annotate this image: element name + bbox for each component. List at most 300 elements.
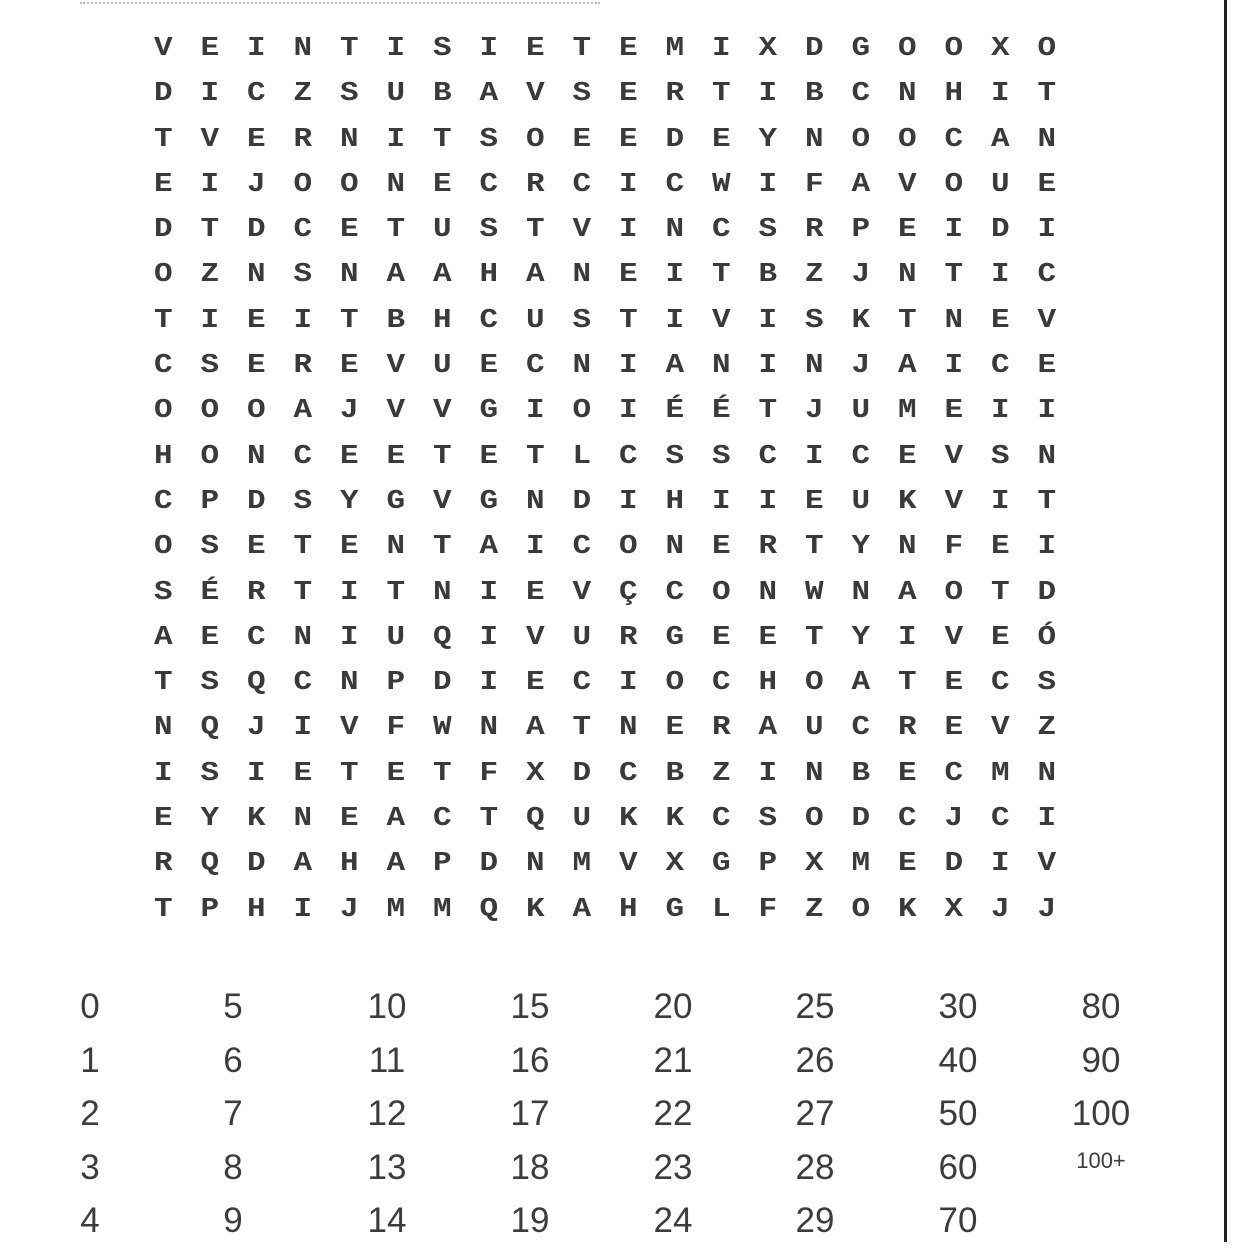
- grid-letter: I: [618, 667, 638, 698]
- grid-letter: T: [432, 758, 452, 789]
- grid-letter: D: [246, 486, 266, 517]
- grid-letter: V: [525, 78, 545, 109]
- grid-letter: I: [990, 486, 1010, 517]
- grid-letter: A: [432, 260, 452, 291]
- grid-letter: H: [432, 305, 452, 336]
- grid-letter: I: [479, 577, 499, 608]
- grid-letter: S: [711, 441, 731, 472]
- grid-letter: Q: [525, 803, 545, 834]
- grid-letter: O: [200, 395, 220, 427]
- grid-letter: I: [758, 758, 778, 789]
- number-column: [1061, 980, 1141, 1181]
- grid-letter: R: [758, 531, 778, 562]
- grid-letter: C: [944, 758, 964, 789]
- number-column: [50, 980, 130, 1248]
- grid-letter: E: [246, 124, 266, 155]
- grid-letter: G: [479, 395, 499, 427]
- number-label: 60: [938, 1147, 978, 1187]
- grid-letter: G: [851, 33, 871, 64]
- grid-letter: N: [525, 848, 545, 880]
- grid-letter: Ç: [618, 577, 638, 608]
- grid-letter: T: [339, 758, 359, 789]
- grid-letter: I: [525, 395, 545, 427]
- grid-letter: T: [758, 395, 778, 427]
- grid-letter: I: [618, 350, 638, 381]
- grid-letter: S: [479, 124, 499, 155]
- grid-letter: I: [200, 305, 220, 336]
- grid-letter: U: [572, 803, 592, 834]
- grid-letter: K: [851, 305, 871, 336]
- grid-letter: C: [665, 169, 685, 200]
- grid-letter: A: [758, 713, 778, 744]
- grid-letter: B: [665, 758, 685, 789]
- grid-letter: O: [897, 124, 917, 155]
- number-label: 15: [510, 987, 550, 1026]
- grid-letter: H: [944, 78, 964, 109]
- grid-letter: T: [432, 441, 452, 472]
- grid-letter: A: [386, 803, 406, 834]
- grid-letter: S: [479, 214, 499, 245]
- grid-letter: U: [386, 622, 406, 653]
- number-label: 2: [80, 1094, 100, 1133]
- grid-letter: Z: [804, 894, 824, 925]
- grid-letter: L: [711, 894, 731, 925]
- grid-letter: R: [711, 713, 731, 744]
- grid-letter: X: [525, 758, 545, 789]
- grid-letter: S: [804, 305, 824, 336]
- grid-letter: T: [339, 305, 359, 336]
- grid-letter: G: [711, 848, 731, 880]
- grid-letter: D: [944, 848, 964, 880]
- grid-letter: T: [386, 577, 406, 608]
- grid-letter: B: [804, 78, 824, 109]
- grid-letter: C: [758, 441, 778, 472]
- grid-letter: S: [758, 803, 778, 834]
- grid-letter: I: [246, 33, 266, 64]
- number-label: 14: [367, 1201, 407, 1240]
- grid-letter: T: [525, 214, 545, 245]
- grid-letter: O: [665, 667, 685, 698]
- grid-letter: E: [990, 622, 1010, 653]
- cropped-header-fragment: [80, 0, 600, 4]
- grid-letter: I: [618, 214, 638, 245]
- grid-letter: I: [386, 33, 406, 64]
- grid-letter: N: [339, 667, 359, 698]
- grid-letter: T: [990, 577, 1010, 608]
- grid-letter: T: [153, 894, 173, 925]
- grid-letter: U: [851, 486, 871, 517]
- grid-letter: G: [386, 486, 406, 517]
- grid-letter: T: [432, 124, 452, 155]
- grid-letter: E: [711, 531, 731, 562]
- grid-letter: J: [246, 713, 266, 744]
- grid-letter: V: [944, 622, 964, 653]
- grid-letter: Z: [804, 260, 824, 291]
- grid-letter: C: [293, 667, 313, 698]
- grid-letter: A: [990, 124, 1010, 155]
- grid-letter: I: [618, 395, 638, 427]
- grid-letter: O: [897, 33, 917, 64]
- grid-letter: E: [339, 350, 359, 381]
- grid-letter: N: [618, 713, 638, 744]
- grid-letter: S: [1037, 667, 1057, 698]
- grid-letter: U: [525, 305, 545, 336]
- grid-letter: I: [990, 260, 1010, 291]
- grid-letter: I: [1037, 803, 1057, 834]
- grid-letter: E: [897, 848, 917, 880]
- number-label: 6: [223, 1040, 243, 1080]
- grid-letter: C: [851, 78, 871, 109]
- grid-letter: N: [897, 260, 917, 291]
- grid-letter: N: [665, 214, 685, 245]
- grid-letter: Z: [711, 758, 731, 789]
- grid-letter: K: [665, 803, 685, 834]
- grid-letter: K: [246, 803, 266, 834]
- grid-letter: M: [432, 894, 452, 925]
- grid-letter: Z: [1037, 713, 1057, 744]
- grid-letter: C: [990, 350, 1010, 381]
- grid-letter: T: [897, 667, 917, 698]
- grid-letter: V: [944, 486, 964, 517]
- grid-letter: W: [711, 169, 731, 200]
- grid-letter: T: [618, 305, 638, 336]
- number-label: 17: [510, 1094, 550, 1133]
- grid-letter: I: [618, 486, 638, 517]
- grid-letter: V: [386, 395, 406, 427]
- grid-letter: I: [1037, 395, 1057, 427]
- grid-letter: E: [665, 713, 685, 744]
- number-label: 27: [795, 1094, 835, 1133]
- grid-letter: E: [525, 577, 545, 608]
- grid-letter: C: [153, 350, 173, 381]
- number-label: 8: [223, 1147, 243, 1187]
- grid-letter: C: [851, 441, 871, 472]
- grid-letter: A: [479, 78, 499, 109]
- grid-letter: A: [572, 894, 592, 925]
- grid-letter: M: [990, 758, 1010, 789]
- grid-letter: O: [200, 441, 220, 472]
- number-label: 30: [938, 987, 978, 1026]
- grid-letter: V: [432, 486, 452, 517]
- grid-letter: O: [944, 33, 964, 64]
- number-column: [775, 980, 855, 1248]
- grid-letter: C: [711, 803, 731, 834]
- grid-letter: J: [339, 395, 359, 427]
- number-label: 7: [223, 1094, 243, 1133]
- grid-letter: Y: [200, 803, 220, 834]
- grid-letter: H: [618, 894, 638, 925]
- grid-letter: R: [293, 124, 313, 155]
- grid-letter: Y: [758, 124, 778, 155]
- grid-letter: O: [804, 803, 824, 834]
- grid-letter: S: [572, 78, 592, 109]
- grid-letter: I: [758, 350, 778, 381]
- number-label: 11: [368, 1040, 406, 1080]
- number-label: 12: [367, 1094, 407, 1133]
- grid-letter: I: [897, 622, 917, 653]
- grid-letter: O: [618, 531, 638, 562]
- grid-letter: N: [386, 169, 406, 200]
- grid-letter: U: [572, 622, 592, 653]
- grid-letter: E: [339, 803, 359, 834]
- grid-letter: G: [665, 894, 685, 925]
- grid-letter: C: [525, 350, 545, 381]
- grid-letter: V: [1037, 848, 1057, 880]
- grid-letter: N: [386, 531, 406, 562]
- number-label: 16: [510, 1040, 550, 1080]
- grid-letter: T: [153, 305, 173, 336]
- grid-letter: N: [246, 260, 266, 291]
- grid-letter: F: [479, 758, 499, 789]
- grid-letter: E: [990, 531, 1010, 562]
- grid-letter: E: [944, 667, 964, 698]
- grid-letter: C: [711, 214, 731, 245]
- grid-letter: R: [525, 169, 545, 200]
- grid-letter: E: [711, 124, 731, 155]
- grid-letter: P: [200, 486, 220, 517]
- grid-letter: É: [200, 577, 220, 608]
- grid-letter: U: [432, 214, 452, 245]
- grid-letter: T: [479, 803, 499, 834]
- grid-letter: E: [990, 305, 1010, 336]
- grid-letter: E: [618, 260, 638, 291]
- grid-letter: D: [153, 78, 173, 109]
- grid-letter: O: [525, 124, 545, 155]
- grid-letter: E: [153, 803, 173, 834]
- grid-letter: E: [618, 33, 638, 64]
- grid-letter: T: [386, 214, 406, 245]
- grid-letter: E: [897, 758, 917, 789]
- grid-letter: K: [897, 486, 917, 517]
- grid-letter: O: [944, 577, 964, 608]
- grid-letter: E: [897, 214, 917, 245]
- grid-letter: D: [572, 758, 592, 789]
- grid-letter: O: [851, 124, 871, 155]
- grid-letter: F: [804, 169, 824, 200]
- grid-letter: I: [479, 33, 499, 64]
- grid-letter: T: [572, 713, 592, 744]
- grid-letter: U: [990, 169, 1010, 200]
- grid-letter: B: [386, 305, 406, 336]
- grid-letter: S: [293, 486, 313, 517]
- grid-letter: E: [711, 622, 731, 653]
- grid-letter: E: [200, 622, 220, 653]
- grid-letter: H: [153, 441, 173, 472]
- number-label: 22: [653, 1094, 693, 1133]
- grid-letter: W: [432, 713, 452, 744]
- grid-letter: N: [804, 124, 824, 155]
- grid-letter: D: [990, 214, 1010, 245]
- grid-letter: E: [386, 758, 406, 789]
- grid-letter: C: [293, 441, 313, 472]
- grid-letter: U: [386, 78, 406, 109]
- grid-letter: N: [665, 531, 685, 562]
- grid-letter: D: [804, 33, 824, 64]
- number-label: 23: [653, 1147, 693, 1187]
- grid-letter: E: [246, 350, 266, 381]
- grid-letter: E: [804, 486, 824, 517]
- grid-letter: C: [990, 667, 1010, 698]
- grid-letter: T: [572, 33, 592, 64]
- grid-letter: E: [479, 350, 499, 381]
- page-border: [1224, 0, 1227, 1242]
- grid-letter: J: [339, 894, 359, 925]
- number-label: 4: [80, 1201, 100, 1240]
- grid-letter: S: [293, 260, 313, 291]
- grid-letter: I: [200, 169, 220, 200]
- number-label: 80: [1081, 987, 1121, 1026]
- grid-letter: M: [665, 33, 685, 64]
- number-label: 50: [938, 1094, 978, 1133]
- grid-letter: N: [804, 758, 824, 789]
- number-column: [633, 980, 713, 1248]
- grid-letter: Q: [432, 622, 452, 653]
- grid-letter: S: [153, 577, 173, 608]
- grid-letter: O: [804, 667, 824, 698]
- grid-letter: S: [200, 350, 220, 381]
- grid-letter: T: [153, 124, 173, 155]
- grid-letter: A: [293, 848, 313, 880]
- grid-letter: Z: [200, 260, 220, 291]
- grid-letter: J: [804, 395, 824, 427]
- grid-letter: P: [851, 214, 871, 245]
- grid-letter: D: [851, 803, 871, 834]
- grid-letter: I: [758, 486, 778, 517]
- grid-letter: O: [153, 531, 173, 562]
- grid-letter: T: [804, 531, 824, 562]
- grid-letter: I: [711, 33, 731, 64]
- grid-letter: N: [246, 441, 266, 472]
- grid-letter: E: [525, 667, 545, 698]
- grid-letter: X: [990, 33, 1010, 64]
- grid-letter: I: [246, 758, 266, 789]
- number-label: 100+: [1076, 1147, 1126, 1173]
- grid-letter: E: [618, 124, 638, 155]
- grid-letter: Y: [851, 531, 871, 562]
- grid-letter: V: [339, 713, 359, 744]
- grid-letter: O: [572, 395, 592, 427]
- grid-letter: I: [990, 848, 1010, 880]
- grid-letter: S: [200, 667, 220, 698]
- grid-letter: D: [1037, 577, 1057, 608]
- grid-letter: I: [1037, 214, 1057, 245]
- grid-letter: V: [990, 713, 1010, 744]
- grid-letter: E: [1037, 350, 1057, 381]
- grid-letter: C: [572, 531, 592, 562]
- grid-letter: I: [479, 622, 499, 653]
- grid-letter: N: [153, 713, 173, 744]
- grid-letter: I: [665, 260, 685, 291]
- grid-letter: V: [572, 214, 592, 245]
- grid-letter: I: [200, 78, 220, 109]
- grid-letter: N: [293, 622, 313, 653]
- grid-letter: Z: [293, 78, 313, 109]
- grid-letter: B: [432, 78, 452, 109]
- grid-letter: I: [153, 758, 173, 789]
- grid-letter: I: [990, 395, 1010, 427]
- grid-letter: C: [432, 803, 452, 834]
- grid-letter: S: [572, 305, 592, 336]
- number-column: [347, 980, 427, 1248]
- grid-letter: T: [525, 441, 545, 472]
- grid-letter: D: [246, 214, 266, 245]
- grid-letter: E: [339, 214, 359, 245]
- grid-letter: P: [386, 667, 406, 698]
- grid-letter: L: [572, 441, 592, 472]
- grid-letter: V: [944, 441, 964, 472]
- grid-letter: X: [804, 848, 824, 880]
- grid-letter: N: [432, 577, 452, 608]
- grid-letter: C: [293, 214, 313, 245]
- grid-letter: I: [293, 305, 313, 336]
- grid-letter: D: [572, 486, 592, 517]
- grid-letter: Y: [339, 486, 359, 517]
- number-column: [193, 980, 273, 1248]
- grid-letter: C: [246, 78, 266, 109]
- grid-letter: I: [293, 894, 313, 925]
- number-label: 21: [653, 1040, 693, 1080]
- grid-letter: C: [851, 713, 871, 744]
- grid-letter: M: [897, 395, 917, 427]
- grid-letter: T: [432, 531, 452, 562]
- grid-letter: E: [293, 758, 313, 789]
- grid-letter: E: [944, 713, 964, 744]
- grid-letter: X: [944, 894, 964, 925]
- grid-letter: O: [293, 169, 313, 200]
- grid-letter: N: [711, 350, 731, 381]
- grid-letter: G: [479, 486, 499, 517]
- grid-letter: W: [804, 577, 824, 608]
- number-label: 0: [80, 987, 100, 1026]
- grid-letter: A: [479, 531, 499, 562]
- grid-letter: S: [665, 441, 685, 472]
- grid-letter: R: [804, 214, 824, 245]
- grid-letter: Ó: [1037, 622, 1057, 653]
- grid-letter: N: [339, 260, 359, 291]
- grid-letter: C: [711, 667, 731, 698]
- grid-letter: I: [479, 667, 499, 698]
- grid-letter: N: [897, 78, 917, 109]
- grid-letter: R: [618, 622, 638, 653]
- grid-letter: A: [386, 260, 406, 291]
- grid-letter: C: [1037, 260, 1057, 291]
- grid-letter: J: [944, 803, 964, 834]
- grid-letter: O: [153, 395, 173, 427]
- grid-letter: B: [758, 260, 778, 291]
- grid-letter: U: [851, 395, 871, 427]
- word-search-grid: [140, 26, 1070, 932]
- grid-letter: I: [618, 169, 638, 200]
- grid-letter: T: [804, 622, 824, 653]
- grid-letter: R: [153, 848, 173, 880]
- grid-letter: T: [897, 305, 917, 336]
- grid-letter: Q: [246, 667, 266, 698]
- grid-letter: H: [339, 848, 359, 880]
- grid-letter: N: [1037, 758, 1057, 789]
- grid-letter: T: [293, 577, 313, 608]
- grid-letter: I: [386, 124, 406, 155]
- grid-letter: S: [758, 214, 778, 245]
- grid-letter: S: [339, 78, 359, 109]
- grid-letter: V: [572, 577, 592, 608]
- grid-letter: I: [758, 78, 778, 109]
- grid-letter: T: [711, 78, 731, 109]
- grid-letter: P: [432, 848, 452, 880]
- number-label: 26: [795, 1040, 835, 1080]
- grid-letter: K: [618, 803, 638, 834]
- grid-letter: V: [200, 124, 220, 155]
- grid-letter: T: [1037, 486, 1057, 517]
